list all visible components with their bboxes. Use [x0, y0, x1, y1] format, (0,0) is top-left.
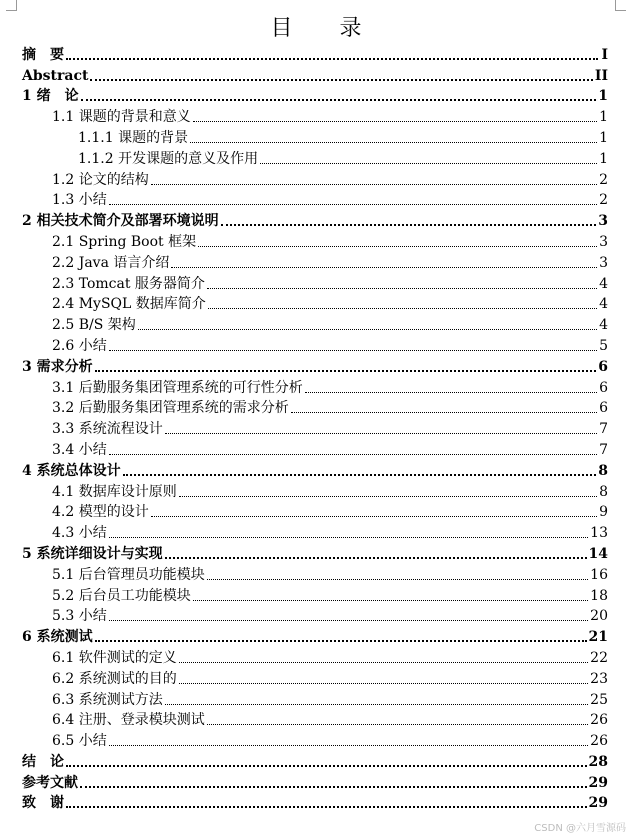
page-title: 目 录	[270, 16, 382, 41]
toc-entry-label: 6.5 小结	[52, 733, 107, 750]
toc-entry-page-number: 13	[590, 525, 608, 542]
toc-entry-page-number: 4	[599, 317, 608, 334]
toc-entry[interactable]	[0, 751, 632, 772]
toc-entry[interactable]	[0, 377, 632, 398]
toc-dot-leader	[109, 204, 597, 205]
toc-entry-label: 4.2 模型的设计	[52, 504, 149, 521]
toc-entry-label: 2.4 MySQL 数据库简介	[52, 296, 206, 313]
toc-dot-leader	[81, 99, 597, 101]
toc-entry[interactable]	[0, 647, 632, 668]
toc-entry-label: 6.2 系统测试的目的	[52, 670, 177, 687]
toc-entry-page-number: 7	[599, 441, 608, 458]
toc-entry[interactable]	[0, 231, 632, 252]
toc-entry-page-number: 6	[598, 358, 608, 375]
toc-entry[interactable]	[0, 585, 632, 606]
toc-entry[interactable]	[0, 398, 632, 419]
toc-entry-label: 3 需求分析	[22, 358, 93, 375]
toc-entry-page-number: 26	[590, 733, 608, 750]
toc-entry-page-number: 3	[598, 213, 608, 230]
toc-dot-leader	[66, 806, 587, 808]
toc-entry-label: 2.2 Java 语言介绍	[52, 254, 170, 271]
toc-entry-label: 5 系统详细设计与实现	[22, 545, 163, 562]
toc-entry-page-number: 5	[599, 337, 608, 354]
toc-dot-leader	[171, 267, 597, 268]
toc-entry[interactable]	[0, 418, 632, 439]
toc-entry-page-number: 8	[599, 483, 608, 500]
toc-dot-leader	[207, 288, 597, 289]
toc-entry[interactable]	[0, 543, 632, 564]
toc-entry-page-number: 6	[599, 400, 608, 417]
toc-entry[interactable]	[0, 793, 632, 814]
toc-entry[interactable]	[0, 626, 632, 647]
toc-entry[interactable]	[0, 481, 632, 502]
toc-entry-label: 3.3 系统流程设计	[52, 421, 163, 438]
toc-dot-leader	[66, 765, 587, 767]
toc-entry-label: 6 系统测试	[22, 629, 93, 646]
toc-dot-leader	[165, 704, 588, 705]
toc-entry-label: 4.3 小结	[52, 525, 107, 542]
toc-entry-label: 2.5 B/S 架构	[52, 317, 136, 334]
toc-entry[interactable]	[0, 689, 632, 710]
toc-entry-page-number: 4	[599, 296, 608, 313]
toc-entry-page-number: 26	[590, 712, 608, 729]
toc-entry-label: 6.4 注册、登录模块测试	[52, 712, 205, 729]
toc-entry[interactable]	[0, 522, 632, 543]
toc-entry-page-number: 9	[599, 504, 608, 521]
toc-entry[interactable]	[0, 356, 632, 377]
toc-entry[interactable]	[0, 335, 632, 356]
toc-dot-leader	[198, 246, 597, 247]
toc-dot-leader	[193, 600, 588, 601]
toc-dot-leader	[179, 662, 588, 663]
toc-entry-page-number: 1	[598, 88, 608, 105]
toc-entry-label: 结 论	[22, 753, 64, 770]
toc-entry-label: 3.1 后勤服务集团管理系统的可行性分析	[52, 379, 303, 396]
toc-entry-label: 3.2 后勤服务集团管理系统的需求分析	[52, 400, 289, 417]
toc-entry[interactable]	[0, 502, 632, 523]
toc-entry-label: 致 谢	[22, 795, 64, 812]
toc-entry-label: 4.1 数据库设计原则	[52, 483, 177, 500]
toc-entry[interactable]	[0, 86, 632, 107]
toc-entry-page-number: 8	[598, 462, 608, 479]
toc-entry[interactable]	[0, 169, 632, 190]
toc-entry-label: 3.4 小结	[52, 441, 107, 458]
toc-entry[interactable]	[0, 439, 632, 460]
toc-entry-page-number: II	[594, 67, 608, 84]
toc-entry-page-number: 23	[590, 670, 608, 687]
toc-entry[interactable]	[0, 294, 632, 315]
toc-dot-leader	[138, 329, 597, 330]
toc-entry-label: 1.1.2 开发课题的意义及作用	[78, 150, 259, 167]
toc-entry-page-number: 7	[599, 421, 608, 438]
toc-dot-leader	[90, 79, 592, 81]
toc-entry[interactable]	[0, 252, 632, 273]
toc-entry-page-number: 2	[599, 171, 608, 188]
toc-entry-page-number: 22	[590, 649, 608, 666]
toc-dot-leader	[109, 454, 597, 455]
toc-dot-leader	[208, 308, 597, 309]
toc-entry-label: 5.1 后台管理员功能模块	[52, 566, 205, 583]
toc-dot-leader	[260, 163, 597, 164]
toc-entry-page-number: 1	[599, 150, 608, 167]
toc-entry[interactable]	[0, 606, 632, 627]
toc-entry-page-number: 2	[599, 192, 608, 209]
toc-entry[interactable]	[0, 460, 632, 481]
toc-entry-page-number: 29	[588, 795, 608, 812]
toc-entry-label: 6.1 软件测试的定义	[52, 649, 177, 666]
toc-entry-page-number: 4	[599, 275, 608, 292]
toc-entry-label: 4 系统总体设计	[22, 462, 121, 479]
toc-entry[interactable]	[0, 314, 632, 335]
toc-dot-leader	[80, 786, 587, 788]
toc-entry-page-number: 3	[599, 233, 608, 250]
toc-entry-page-number: 1	[599, 109, 608, 126]
toc-entry-page-number: 1	[599, 129, 608, 146]
toc-entry[interactable]	[0, 127, 632, 148]
toc-dot-leader	[109, 620, 588, 621]
toc-dot-leader	[95, 640, 587, 642]
toc-entry-page-number: 21	[588, 629, 608, 646]
toc-dot-leader	[109, 350, 597, 351]
toc-dot-leader	[123, 474, 597, 476]
toc-entry-label: Abstract	[22, 67, 89, 84]
toc-dot-leader	[179, 496, 597, 497]
toc-dot-leader	[151, 184, 597, 185]
toc-dot-leader	[109, 537, 588, 538]
toc-dot-leader	[221, 224, 597, 226]
toc-entry-page-number: 28	[588, 753, 608, 770]
toc-entry-label: 1.1 课题的背景和意义	[52, 109, 191, 126]
toc-dot-leader	[207, 724, 588, 725]
toc-entry-label: 5.3 小结	[52, 608, 107, 625]
toc-dot-leader	[95, 370, 597, 372]
toc-entry-label: 2.1 Spring Boot 框架	[52, 233, 197, 250]
toc-entry-page-number: 3	[599, 254, 608, 271]
toc-entry-page-number: 20	[590, 608, 608, 625]
toc-entry-page-number: I	[601, 46, 608, 63]
toc-entry-label: 2.6 小结	[52, 337, 107, 354]
toc-dot-leader	[165, 433, 597, 434]
toc-dot-leader	[179, 683, 588, 684]
toc-entry[interactable]	[0, 668, 632, 689]
toc-entry-label: 1.1.1 课题的背景	[78, 129, 189, 146]
page-corner-mark-left	[6, 0, 17, 11]
toc-entry-label: 2.3 Tomcat 服务器简介	[52, 275, 205, 292]
toc-entry-page-number: 14	[588, 545, 608, 562]
toc-entry-label: 参考文献	[22, 774, 78, 791]
toc-entry[interactable]	[0, 106, 632, 127]
toc-entry-page-number: 29	[588, 774, 608, 791]
toc-entry-label: 摘 要	[22, 46, 64, 63]
toc-entry-page-number: 6	[599, 379, 608, 396]
toc-dot-leader	[66, 58, 598, 60]
toc-entry-label: 5.2 后台员工功能模块	[52, 587, 191, 604]
toc-entry[interactable]	[0, 44, 632, 65]
toc-entry-page-number: 18	[590, 587, 608, 604]
toc-entry-page-number: 16	[590, 566, 608, 583]
toc-dot-leader	[109, 745, 588, 746]
toc-entry-label: 1.2 论文的结构	[52, 171, 149, 188]
table-of-contents	[0, 44, 632, 813]
page-corner-mark-right	[615, 0, 626, 11]
toc-entry[interactable]	[0, 710, 632, 731]
toc-entry-label: 6.3 系统测试方法	[52, 691, 163, 708]
toc-dot-leader	[291, 412, 597, 413]
toc-dot-leader	[151, 516, 597, 517]
toc-dot-leader	[305, 392, 597, 393]
toc-entry-label: 2 相关技术简介及部署环境说明	[22, 213, 219, 230]
toc-entry[interactable]	[0, 210, 632, 231]
toc-entry[interactable]	[0, 148, 632, 169]
toc-entry[interactable]	[0, 564, 632, 585]
watermark: CSDN @六月雪源码	[534, 823, 626, 834]
toc-entry-label: 1.3 小结	[52, 192, 107, 209]
toc-dot-leader	[190, 142, 597, 143]
toc-entry[interactable]	[0, 190, 632, 211]
toc-entry-label: 1 绪 论	[22, 88, 79, 105]
toc-entry-page-number: 25	[590, 691, 608, 708]
toc-entry[interactable]	[0, 730, 632, 751]
toc-dot-leader	[207, 579, 588, 580]
toc-dot-leader	[193, 121, 597, 122]
toc-entry[interactable]	[0, 772, 632, 793]
toc-entry[interactable]	[0, 273, 632, 294]
toc-entry[interactable]	[0, 65, 632, 86]
toc-dot-leader	[165, 557, 587, 559]
